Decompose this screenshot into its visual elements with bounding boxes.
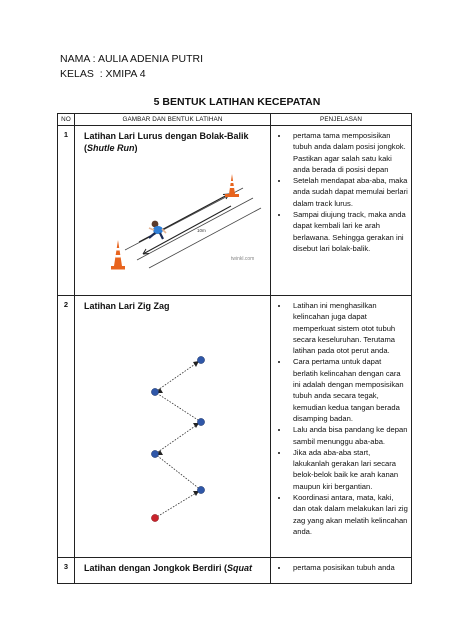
gambar-cell: [75, 558, 271, 584]
nama-value: AULIA ADENIA PUTRI: [97, 53, 203, 65]
gambar-cell: [75, 126, 271, 296]
kelas-value: XMIPA 4: [105, 68, 146, 80]
exercise-title: Latihan Lari Zig Zag: [84, 301, 170, 311]
kelas-label: KELAS: [60, 68, 94, 80]
explanation-list: [271, 296, 411, 537]
table-row: [58, 558, 412, 584]
marker-dot: [197, 486, 204, 493]
exercise-title: Latihan dengan Jongkok Berdiri (Squat: [84, 563, 253, 573]
explanation-list: [271, 126, 411, 254]
col-header-gambar: GAMBAR DAN BENTUK LATIHAN: [75, 114, 271, 126]
cone-icon: [111, 240, 125, 270]
col-header-no: NO: [58, 114, 75, 126]
nama-row: NAMA : AULIA ADENIA PUTRI: [60, 53, 203, 65]
student-info: [60, 52, 203, 82]
cone-icon: [225, 174, 239, 197]
watermark: twinkl.com: [231, 256, 255, 262]
penjelasan-cell: [271, 558, 412, 584]
dotted-path: [155, 360, 201, 392]
exercise-title: Latihan Lari Lurus dengan Bolak-Balik (Shutle Run): [84, 131, 249, 153]
marker-dot: [151, 450, 158, 457]
nama-label: NAMA: [60, 53, 90, 65]
penjelasan-cell: [271, 126, 412, 296]
gambar-cell: [75, 296, 271, 558]
marker-dot: [197, 356, 204, 363]
dotted-path: [155, 392, 201, 422]
row-number: 1: [58, 126, 75, 296]
dotted-path: [155, 490, 201, 518]
list-item: • Sampai diujung track, maka anda dapat kembali lari ke arah berlawana. Sehingga gerakan ini disebut lari bolak-balik.: [289, 209, 408, 254]
table-row: [58, 296, 412, 558]
table-header-row: [58, 114, 412, 126]
kelas-row: KELAS : XMIPA 4: [60, 68, 146, 80]
table-row: [58, 126, 412, 296]
explanation-list: [271, 558, 411, 573]
marker-dot: [151, 388, 158, 395]
list-item: • Latihan ini menghasilkan kelincahan juga dapat memperkuat sistem otot tubuh secara keseluruhan. Terutama latihan pada otot perut anda.: [289, 300, 408, 356]
list-item: • pertama tama memposisikan tubuh anda dalam posisi jongkok. Pastikan agar salah satu kaki anda berada di posisi depan: [289, 130, 408, 175]
list-item: • Lalu anda bisa pandang ke depan sambil menunggu aba-aba.: [289, 424, 408, 447]
start-dot: [151, 514, 158, 521]
list-item: • Setelah mendapat aba-aba, maka anda sudah dapat memulai berlari dalam track lurus.: [289, 175, 408, 209]
distance-label: 10m: [197, 228, 206, 233]
zigzag-illustration: [79, 312, 267, 552]
dotted-path: [155, 454, 201, 490]
document-title: 5 BENTUK LATIHAN KECEPATAN: [153, 96, 321, 108]
track-line: [125, 188, 243, 250]
exercise-table: [57, 113, 412, 584]
list-item: • Koordinasi antara, mata, kaki, dan otak dalam melakukan lari zig zag yang akan melatih kelincahan anda.: [289, 492, 408, 537]
runner-icon: [149, 221, 166, 239]
list-item: • Cara pertama untuk dapat berlatih kelincahan dengan cara ini adalah dengan memposisikan tubuh anda secara tegak, kemudian kedua tangan berada disamping badan.: [289, 356, 408, 424]
row-number: 3: [58, 558, 75, 584]
penjelasan-cell: [271, 296, 412, 558]
dotted-path: [155, 422, 201, 454]
marker-dot: [197, 418, 204, 425]
list-item: • Jika ada aba-aba start, lakukanlah gerakan lari secara belok-belok baik ke arah kanan maupun kiri bergantian.: [289, 447, 408, 492]
shuttle-run-illustration: [79, 154, 267, 280]
col-header-penjelasan: PENJELASAN: [271, 114, 412, 126]
row-number: 2: [58, 296, 75, 558]
list-item: • pertama posisikan tubuh anda: [289, 562, 408, 573]
